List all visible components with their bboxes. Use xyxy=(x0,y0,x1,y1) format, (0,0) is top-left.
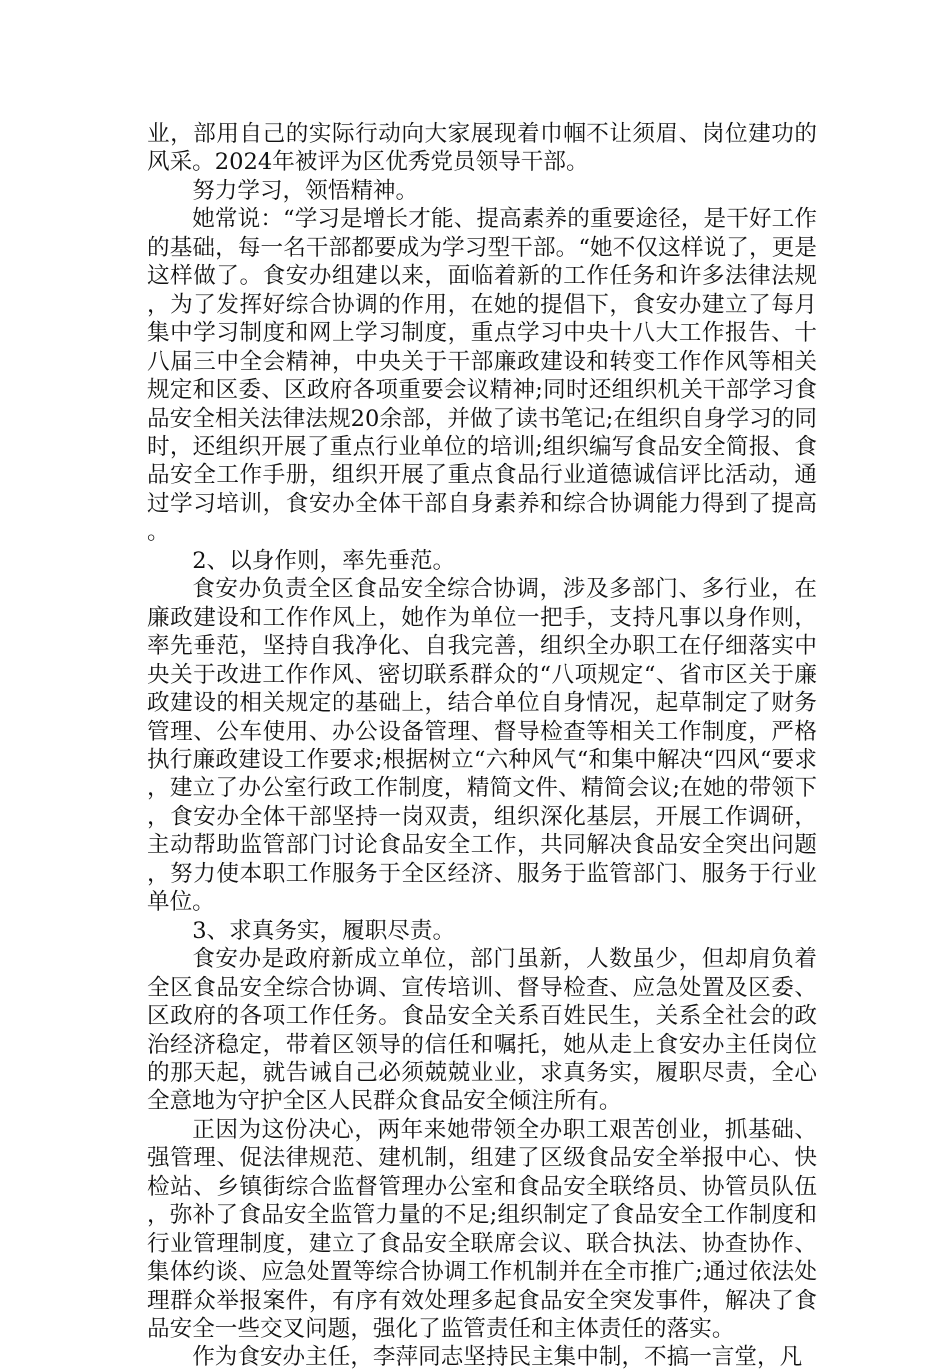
section-heading-duty: 3、求真务实，履职尽责。 xyxy=(192,917,456,944)
paragraph-study: 她常说：“学习是增长才能、提高素养的重要途径，是干好工作的基础，每一名干部都要成为学习型干部。“她不仅这样说了，更是这样做了。食安办组建以来，面临着新的工作任务和许多法律法规，为了发挥好综合协调的作用，在她的提倡下，食安办建立了每月集中学习制度和网上学习制度，重点学习中央十八大工作报告、十八届三中全会精神，中央关于干部廉政建设和转变工作作风等相关规定和区委、区政府各项重要会议精神;同时还组织机关干部学习食品安全相关法律法规20余部，并做了读书笔记;在组织自身学习的同时，还组织开展了重点行业单位的培训;组织编写食品安全简报、食品安全工作手册，组织开展了重点食品行业道德诚信评比活动，通过学习培训，食安办全体干部自身素养和综合协调能力得到了提高。 xyxy=(147,206,817,546)
paragraph-director: 作为食安办主任，李萍同志坚持民主集中制，不搞一言堂，凡 xyxy=(192,1344,803,1371)
paragraph-determination: 正因为这份决心，两年来她带领全办职工艰苦创业，抓基础、强管理、促法律规范、建机制，组建了区级食品安全举报中心、快检站、乡镇街综合监督管理办公室和食品安全联络员、协管员队伍，弥补了食品安全监管力量的不足;组织制定了食品安全工作制度和行业管理制度，建立了食品安全联席会议、联合执法、协查协作、集体约谈、应急处置等综合协调工作机制并在全市推广;通过依法处理群众举报案件，有序有效处理多起食品安全突发事件，解决了食品安全一些交叉问题，强化了监管责任和主体责任的落实。 xyxy=(147,1116,817,1343)
section-heading-study: 努力学习，领悟精神。 xyxy=(192,177,419,204)
paragraph-continuation: 业，部用自己的实际行动向大家展现着巾帼不让须眉、岗位建功的风采。2024年被评为区优秀党员领导干部。 xyxy=(147,121,817,176)
section-heading-example: 2、以身作则，率先垂范。 xyxy=(192,547,456,574)
paragraph-example: 食安办负责全区食品安全综合协调，涉及多部门、多行业，在廉政建设和工作作风上，她作为单位一把手，支持凡事以身作则，率先垂范，坚持自我净化、自我完善，组织全办职工在仔细落实中央关于改进工作作风、密切联系群众的“八项规定“、省市区关于廉政建设的相关规定的基础上，结合单位自身情况，起草制定了财务管理、公车使用、办公设备管理、督导检查等相关工作制度，严格执行廉政建设工作要求;根据树立“六种风气“和集中解决“四风“要求，建立了办公室行政工作制度，精简文件、精简会议;在她的带领下，食安办全体干部坚持一岗双责，组织深化基层，开展工作调研，主动帮助监管部门讨论食品安全工作，共同解决食品安全突出问题，努力使本职工作服务于全区经济、服务于监管部门、服务于行业单位。 xyxy=(147,576,817,916)
document-body xyxy=(147,120,817,1372)
paragraph-duty: 食安办是政府新成立单位，部门虽新，人数虽少，但却肩负着全区食品安全综合协调、宣传培训、督导检查、应急处置及区委、区政府的各项工作任务。食品安全关系百姓民生，关系全社会的政治经济稳定，带着区领导的信任和嘱托，她从走上食安办主任岗位的那天起，就告诫自己必须兢兢业业，求真务实，履职尽责，全心全意地为守护全区人民群众食品安全倾注所有。 xyxy=(147,946,817,1115)
